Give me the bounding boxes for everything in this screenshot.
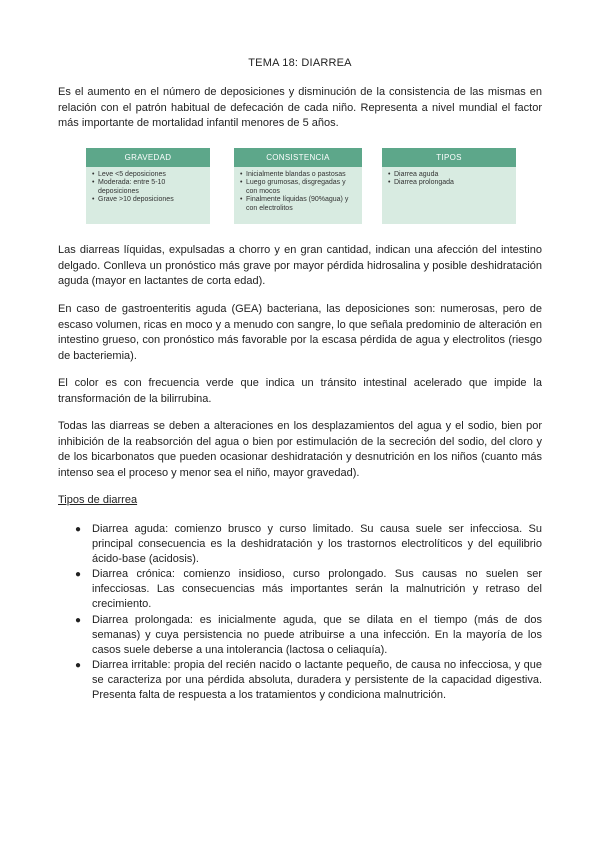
paragraph-gea-bacteriana: En caso de gastroenteritis aguda (GEA) bacteriana, las deposiciones son: numerosas, pero de escaso volumen, ricas en moco y a menudo con sangre, lo que señala predominio de alteración en intestino grueso, con pronóstico más favorable por la escasa pérdida de agua y electrolitos (riesgo de bacteriemia). [58,303,542,362]
table-column-tipos [382,148,516,224]
section-heading-tipos: Tipos de diarrea [58,494,138,506]
list-item-text: Diarrea aguda: comienzo brusco y curso limitado. Su causa suele ser infecciosa. Su principal consecuencia es la deshidratación y los trastornos electrolíticos y del equilibrio ácido-base (acidosis). [92,523,542,566]
paragraph-color: El color es con frecuencia verde que indica un tránsito intestinal acelerado que impide la transformación de la bilirrubina. [58,377,542,405]
bullet-icon: ● [75,569,82,581]
table-header: TIPOS [382,148,516,167]
table-column-gravedad [86,148,210,224]
table-item: • Diarrea aguda [388,171,510,179]
list-item [58,658,542,703]
table-item: • Luego grumosas, disgregadas y con mocos [240,179,356,196]
bullet-icon: ● [75,614,82,626]
list-item [58,567,542,612]
paragraph-definition: Es el aumento en el número de deposiciones y disminución de la consistencia de las mismas en relación con el patrón habitual de defecación de cada niño. Representa a nivel mundial el factor más importante de mortalidad infantil menores de 5 años. [58,86,542,130]
paragraph-mechanism: Todas las diarreas se deben a alteraciones en los desplazamientos del agua y el sodio, bien por inhibición de la reabsorción del agua o bien por estimulación de la secreción del sodio, del cloro y de los bicarbonatos que pueden ocasionar deshidratación y desnutrición en los niños (cuanto más intenso sea el proceso y menor sea el niño, mayor gravedad). [58,420,542,479]
list-item [58,522,542,567]
tipos-list [58,522,542,703]
list-item-text: Diarrea crónica: comienzo insidioso, curso prolongado. Sus causas no suelen ser infecciosas. Las consecuencias más importantes serán la malnutrición y retraso del crecimiento. [92,568,542,611]
bullet-icon: ● [75,524,82,535]
classification-table [86,148,516,224]
list-item-text: Diarrea irritable: propia del recién nacido o lactante pequeño, de causa no infecciosa, y que se caracteriza por una pérdida absoluta, duradera y persistente de la capacidad digestiva. Presenta falta de respuesta a los tratamientos y condiciona malnutrición. [92,658,542,702]
list-item-text: Diarrea prolongada: es inicialmente aguda, que se dilata en el tiempo (más de dos semanas) y cuya persistencia no puede atribuirse a una infección. En la mayoría de los casos suele deberse a una intolerancia (lactosa o celiaquía). [92,613,542,656]
table-item: • Inicialmente blandas o pastosas [240,171,356,179]
paragraph-liquid-diarrhea: Las diarreas líquidas, expulsadas a chorro y en gran cantidad, indican una afección del intestino delgado. Conlleva un pronóstico más grave por mayor pérdida hidrosalina y posible deshidratación aguda (mayor en lactantes de corta edad). [58,244,542,288]
table-item: • Finalmente líquidas (90%agua) y con electrolitos [240,196,356,213]
table-item: • Leve <5 deposiciones [92,171,204,179]
table-column-consistencia [234,148,362,224]
table-item: • Moderada: entre 5-10 deposiciones [92,179,204,196]
table-header: CONSISTENCIA [234,148,362,167]
list-item [58,613,542,658]
bullet-icon: ● [75,659,82,671]
table-header: GRAVEDAD [86,148,210,167]
table-item: • Diarrea prolongada [388,179,510,187]
page-title: TEMA 18: DIARREA [248,57,352,69]
table-item: • Grave >10 deposiciones [92,196,204,204]
